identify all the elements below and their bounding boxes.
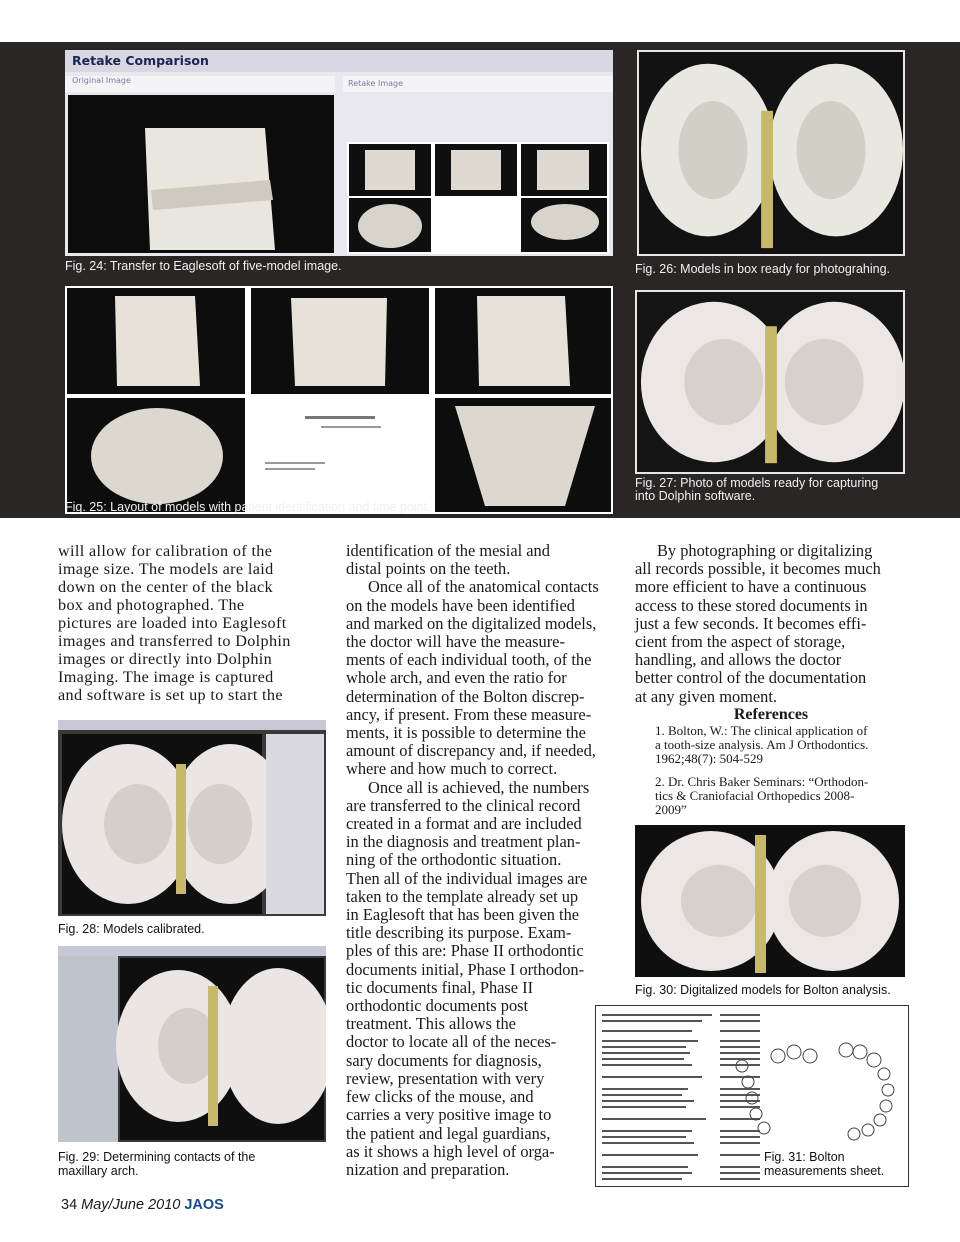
text-line: the patient and legal guardians, [346,1123,551,1143]
text-line: documents initial, Phase I orthodon- [346,959,585,979]
text-line: tic documents final, Phase II [346,977,534,997]
issue-date: May/June 2010 [81,1197,181,1213]
reference-line: a tooth-size analysis. Am J Orthodontics. [655,737,869,752]
text-line: and marked on the digitalized models, [346,613,597,633]
text-line: Imaging. The image is captured [58,668,274,686]
text-line: sary documents for diagnosis, [346,1050,542,1070]
text-line: pictures are loaded into Eaglesoft [58,614,287,632]
fig27-caption-line1: Fig. 27: Photo of models ready for capturing [635,476,879,490]
fig24-tab-original: Original Image [72,76,131,85]
text-line: as it shows a high level of orga- [346,1141,555,1161]
text-line: created in a format and are included [346,814,582,834]
fig31-caption-line1: Fig. 31: Bolton [764,1150,845,1164]
text-line: identification of the mesial and [346,541,550,560]
text-line: title describing its purpose. Exam- [346,923,572,943]
fig30-caption: Fig. 30: Digitalized models for Bolton analysis. [635,983,891,997]
text-line: ments, it is possible to determine the [346,723,586,743]
column3-text [635,542,907,706]
references-section [635,706,907,826]
fig24-caption: Fig. 24: Transfer to Eaglesoft of five-model image. [65,259,342,273]
text-line: box and photographed. The [58,596,245,614]
text-line: Once all is achieved, the numbers [368,777,590,797]
text-line: review, presentation with very [346,1068,545,1088]
text-line: the doctor will have the measure- [346,632,565,652]
text-line: Once all of the anatomical contacts [368,577,599,597]
text-line: are transferred to the clinical record [346,795,581,815]
text-line: orthodontic documents post [346,996,529,1016]
fig29-image [58,946,326,1142]
text-line: ancy, if present. From these measure- [346,704,592,724]
reference-line: 2009” [655,802,687,817]
text-line: images and transferred to Dolphin [58,632,291,650]
text-line: taken to the template already set up [346,886,579,906]
text-line: distal points on the teeth. [346,559,511,579]
reference-line: 2. Dr. Chris Baker Seminars: “Orthodon- [655,774,869,789]
text-line: few clicks of the mouse, and [346,1087,534,1107]
text-line: Then all of the individual images are [346,868,588,888]
text-line: whole arch, and even the ratio for [346,668,567,688]
text-line: and software is set up to start the [58,686,283,704]
fig26-image [637,50,905,256]
text-line: will allow for calibration of the [58,542,273,560]
text-line: handling, and allows the doctor [635,650,842,670]
fig24-image [65,50,613,256]
journal-name: JAOS [184,1197,224,1213]
text-line: amount of discrepancy and, if needed, [346,741,596,761]
page-footer [61,1197,224,1213]
text-line: cient from the aspect of storage, [635,632,846,652]
text-line: just a few seconds. It becomes effi- [635,613,867,633]
text-line: access to these stored documents in [635,595,868,615]
text-line: carries a very positive image to [346,1105,552,1125]
column1-text [58,542,328,704]
reference-item [655,775,907,817]
text-line: treatment. This allows the [346,1014,516,1034]
fig28-caption: Fig. 28: Models calibrated. [58,922,205,936]
text-line: images or directly into Dolphin [58,650,273,668]
fig27-caption-line2: into Dolphin software. [635,489,756,503]
fig24-screen-title: Retake Comparison [72,53,209,68]
page-number: 34 [61,1197,78,1213]
fig24-tab-retake: Retake Image [348,79,404,88]
text-line: ning of the orthodontic situation. [346,850,562,870]
text-line: where and how much to correct. [346,759,558,779]
column2-text [346,542,622,1179]
text-line: in the diagnosis and treatment plan- [346,832,581,852]
fig28-image [58,720,326,916]
fig26-caption: Fig. 26: Models in box ready for photograhing. [635,262,891,276]
fig25-caption: Fig. 25: Layout of models with patient identification and time point. [65,500,431,514]
text-line: on the models have been identified [346,595,575,615]
text-line: more efficient to have a continuous [635,577,867,597]
fig31-caption-line2: measurements sheet. [764,1164,885,1178]
fig29-caption-line1: Fig. 29: Determining contacts of the [58,1150,256,1164]
text-line: all records possible, it becomes much [635,559,881,579]
text-line: ples of this are: Phase II orthodontic [346,941,584,961]
text-line: doctor to locate all of the neces- [346,1032,557,1052]
reference-line: tics & Craniofacial Orthopedics 2008- [655,788,855,803]
text-line: in Eaglesoft that has been given the [346,905,580,925]
text-line: determination of the Bolton discrep- [346,686,585,706]
text-line: better control of the documentation [635,668,867,688]
references-title: References [733,706,809,723]
fig30-image [635,825,905,977]
text-line: nization and preparation. [346,1159,510,1179]
fig27-image [635,290,905,474]
fig29-caption-line2: maxillary arch. [58,1164,139,1178]
text-line: By photographing or digitalizing [657,541,873,560]
reference-line: 1962;48(7): 504-529 [655,751,763,766]
text-line: ments of each individual tooth, of the [346,650,592,670]
fig25-image [65,286,613,514]
reference-line: 1. Bolton, W.: The clinical application of [655,723,868,738]
text-line: at any given moment. [635,686,778,706]
text-line: image size. The models are laid [58,560,274,578]
reference-item [655,724,907,766]
text-line: down on the center of the black [58,578,273,596]
fig31-image [595,1005,909,1187]
